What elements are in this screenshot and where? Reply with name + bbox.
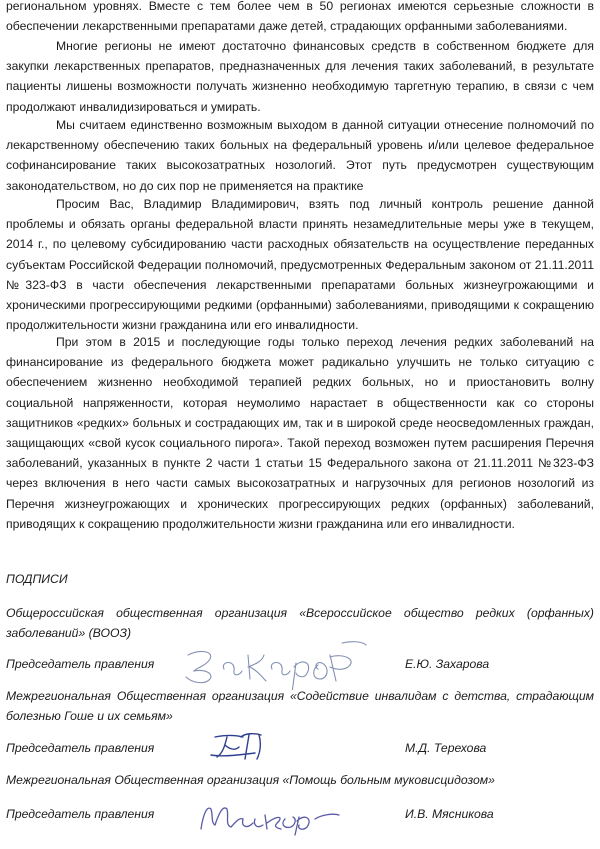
organization-1-signer: Е.Ю. Захарова — [405, 657, 490, 671]
signature-3-handwritten — [195, 795, 345, 840]
signatures-heading: ПОДПИСИ — [6, 572, 68, 586]
organization-3-signer: И.В. Мясникова — [405, 807, 494, 821]
organization-2-name: Межрегиональная Общественная организация «Содействие инвалидам с детства, страдающим болезнью Гоше и их семьям» — [6, 689, 594, 724]
organization-3-role: Председатель правления — [6, 807, 155, 821]
paragraph-1: региональном уровнях. Вместе с тем более чем в 50 регионах имеются серьезные сложности в обеспечении лекарственными препаратами даже детей, страдающих орфанными заболеваниями. — [6, 0, 594, 34]
organization-1-name: Общероссийская общественная организация «Всероссийское общество редких (орфанных) заболеваний» (ВООЗ) — [6, 606, 594, 641]
paragraph-3: Мы считаем единственно возможным выходом в данной ситуации отнесение полномочий по лекарственному обеспечению таких больных на федеральный уровень и/или целевое федеральное софинансирование таких высокозатратных нозологий. Этот путь предусмотрен существующим законодательством, но до сих пор не применяется на практике — [6, 118, 594, 193]
organization-2-role: Председатель правления — [6, 741, 155, 755]
signature-2-handwritten — [205, 725, 275, 765]
organization-2-signer: М.Д. Терехова — [405, 741, 487, 755]
paragraph-5: При этом в 2015 и последующие годы только переход лечения редких заболеваний на финансирование из федерального бюджета может радикально улучшить не только ситуацию с обеспечением жизненно необходимой терапией редких больных, но и приостановить волну социальной напряженности, которая неумолимо нарастает в общественности как со стороны защитников «редких» больных и сострадающих им, так и в широкой среде неосведомленных граждан, защищающих «свой кусок социального пирога». Такой переход возможен путем расширения Перечня заболеваний, указанных в пункте 2 части 1 статьи 15 Федерального закона от 21.11.2011 №323-ФЗ через включения в него части самых высокозатратных и нагрузочных для регионов нозологий из Перечня жизнеугрожающих и хронических прогрессирующих редких (орфанных) заболеваний, приводящих к сокращению продолжительности жизни гражданина или его инвалидности. — [6, 335, 594, 531]
paragraph-2: Многие регионы не имеют достаточно финансовых средств в собственном бюджете для закупки лекарственных препаратов, предназначенных для лечения таких заболеваний, в результате пациенты лишены возможности получать жизненно необходимую таргетную терапию, в связи с чем продолжают инвалидизироваться и умирать. — [6, 39, 594, 114]
organization-1-role: Председатель правления — [6, 657, 155, 671]
organization-3-name: Межрегиональная Общественная организация «Помощь больным муковисцидозом» — [6, 773, 495, 787]
paragraph-4: Просим Вас, Владимир Владимирович, взять под личный контроль решение данной проблемы и обязать органы федеральной власти принять незамедлительные меры уже в текущем, 2014 г., по целевому субсидированию части расходных обязательств на осуществление переданных субъектам Российской Федерации полномочий, предусмотренных Федеральным законом от 21.11.2011 №323-ФЗ в части обеспечения лекарственными препаратами больных жизнеугрожающими и хроническими прогрессирующими редкими (орфанными) заболеваниями, приводящими к сокращению продолжительности жизни гражданина или его инвалидности. — [6, 197, 594, 333]
signature-1-handwritten — [180, 635, 370, 690]
